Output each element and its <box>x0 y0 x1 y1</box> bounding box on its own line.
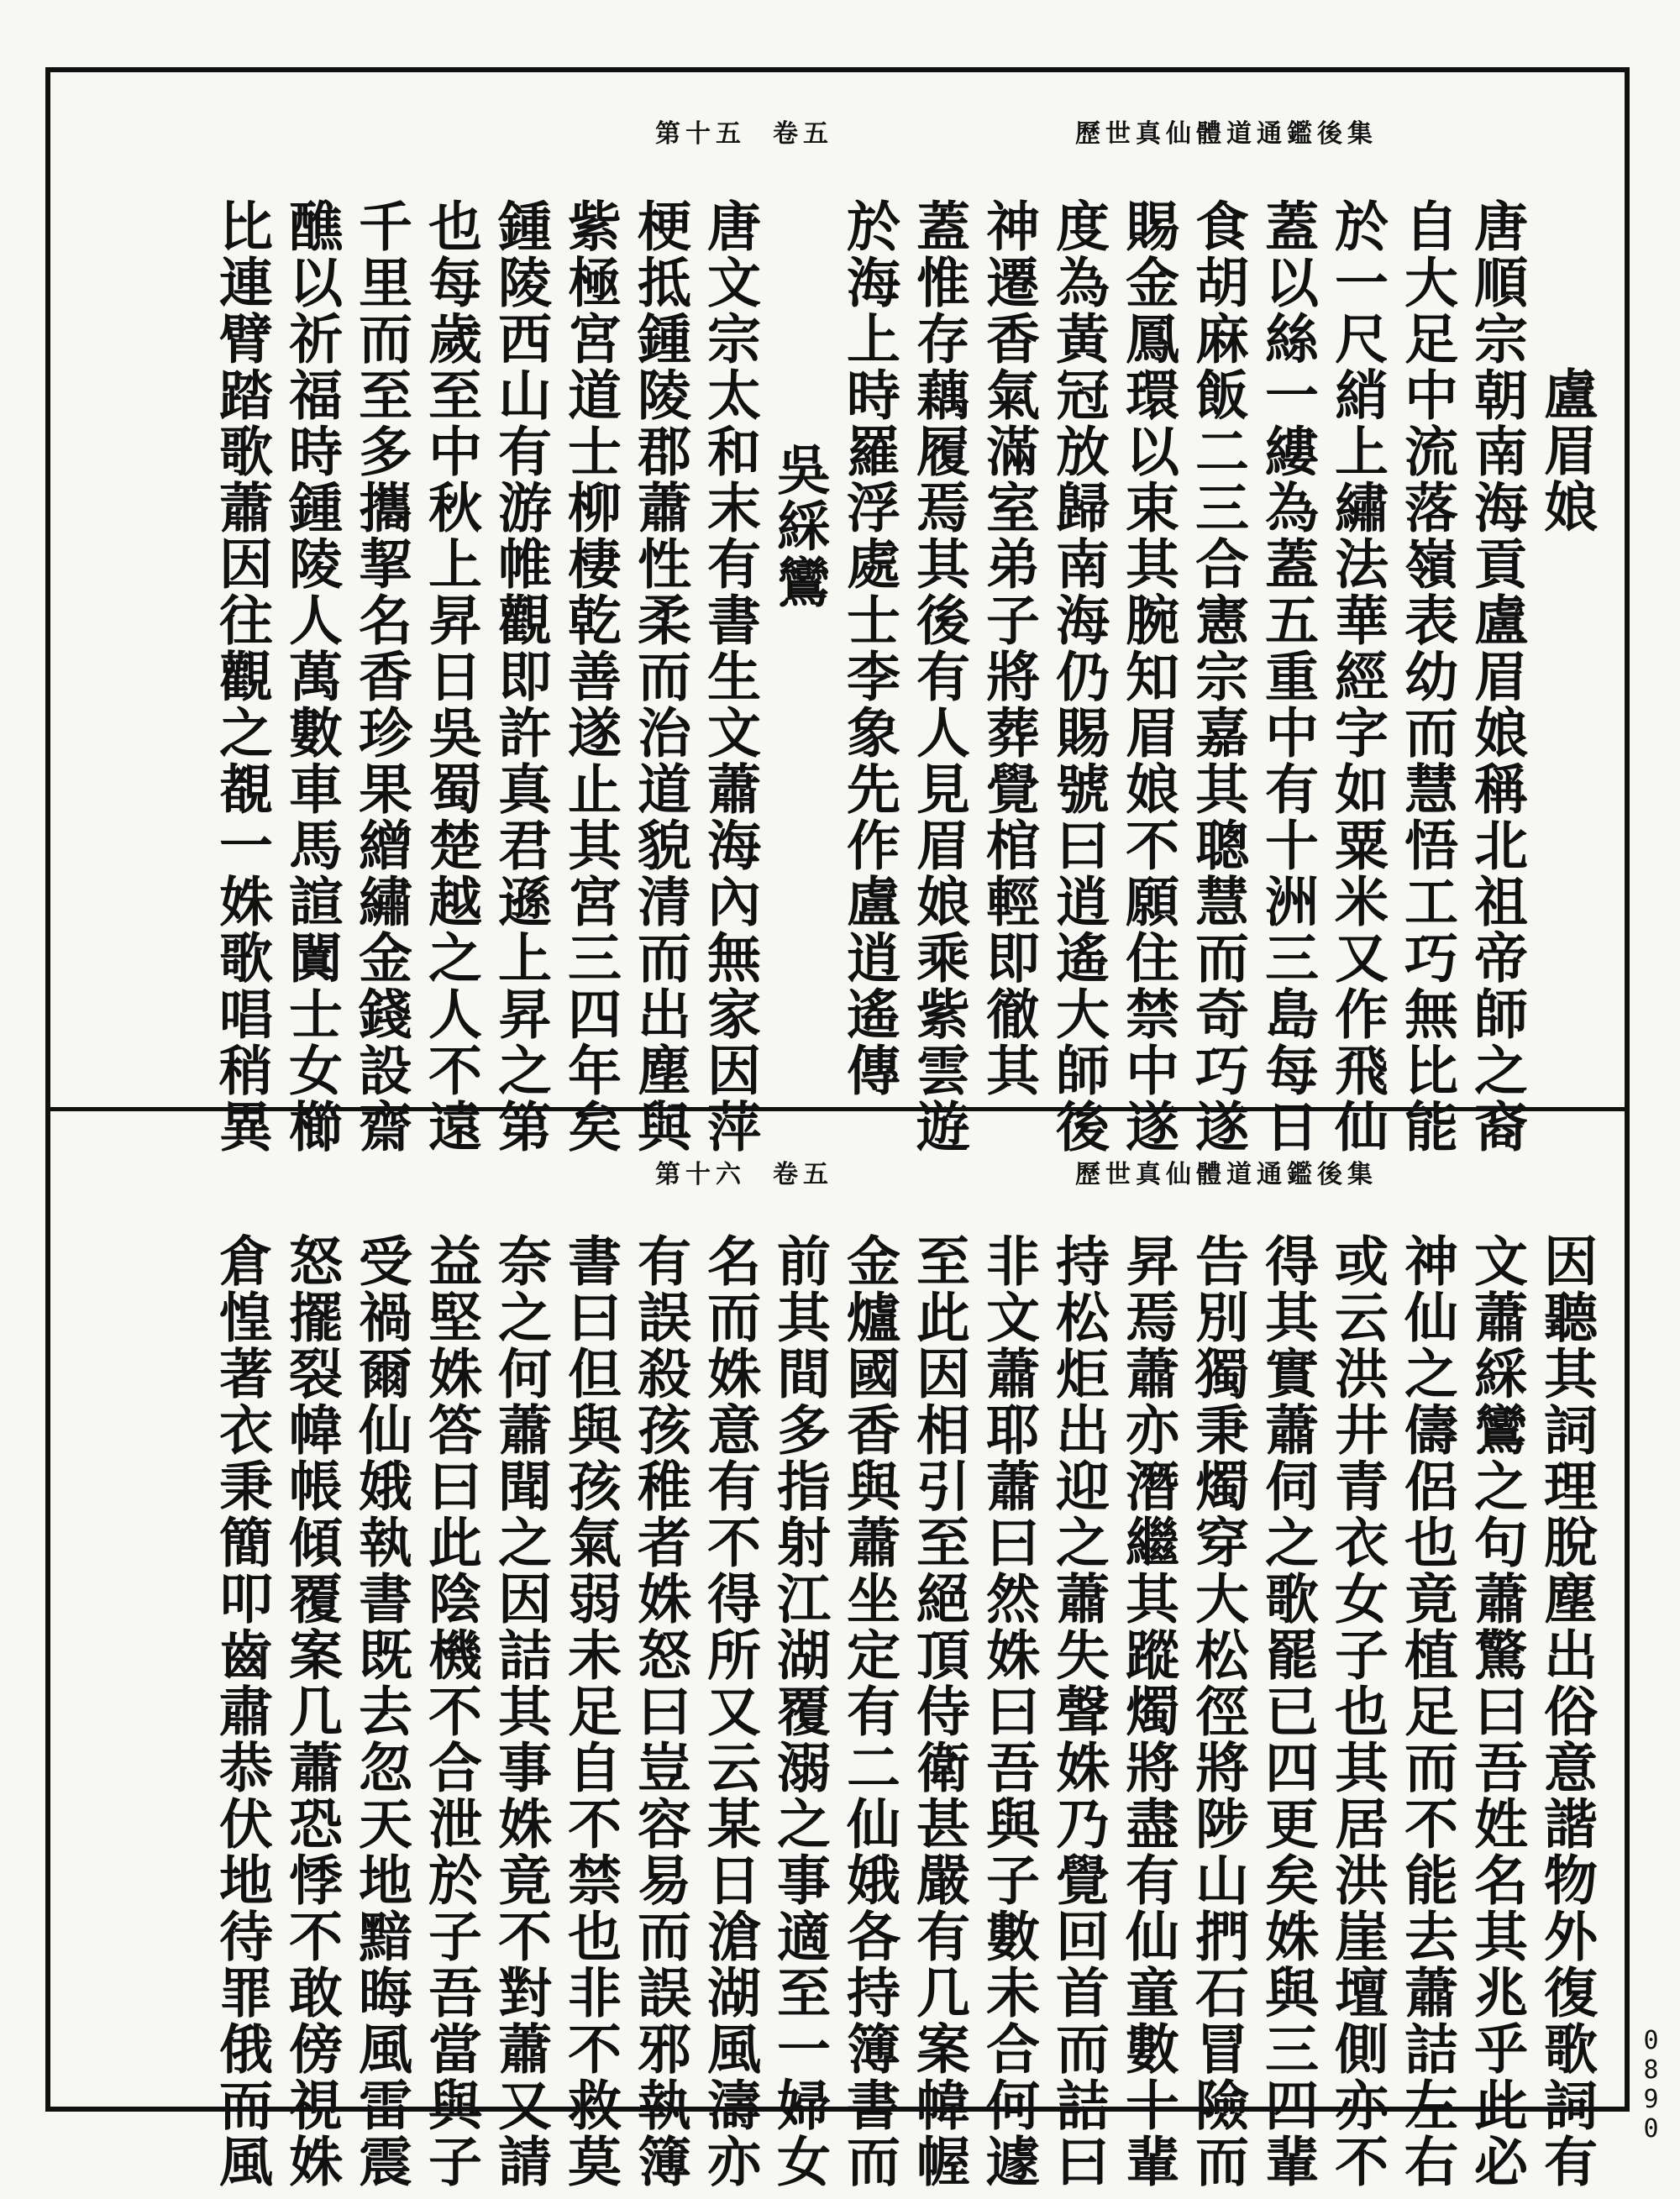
text-column: 或云洪井青衣女子也其居洪崖壇側亦不 <box>1326 1233 1389 2190</box>
text-column: 自大足中流落嶺表幼而慧悟工巧無比能 <box>1395 198 1458 1155</box>
bottom-text-columns <box>89 1233 1601 2190</box>
text-column: 比連臂踏歌蕭因往觀之覩一姝歌唱稍異 <box>210 198 273 1155</box>
page-number: 0890 <box>1636 2026 1666 2144</box>
text-column: 鍾陵西山有游帷觀即許真君遜上昇之第 <box>489 198 552 1155</box>
text-column: 至此因相引至絕頂侍衛甚嚴有几案幃幄 <box>907 1233 970 2190</box>
text-column: 得其實蕭伺之歌罷已四更矣姝與三四輩 <box>1256 1233 1319 2190</box>
text-column: 度為黃冠放歸南海仍賜號曰逍遙大師後 <box>1047 198 1110 1155</box>
bottom-header-juan: 卷五 <box>773 1160 833 1189</box>
text-column: 醮以祈福時鍾陵人萬數車馬諠闐士女櫛 <box>280 198 343 1155</box>
top-page-panel <box>50 72 1625 1155</box>
bottom-page-panel <box>50 1111 1625 2190</box>
text-column: 受禍爾仙娥執書既去忽天地黯晦風雷震 <box>349 1233 412 2190</box>
text-column: 因聽其詞理脫塵出俗意諧物外復歌詞有 <box>1535 1233 1598 2190</box>
text-column: 持松炬出迎之蕭失聲姝乃覺回首而詰曰 <box>1047 1233 1110 2190</box>
top-text-columns <box>89 198 1601 1155</box>
text-column: 名而姝意有不得所又云某日滄湖風濤亦 <box>698 1233 761 2190</box>
title-column: 盧眉娘 <box>1535 366 1598 535</box>
text-column: 昇焉蕭亦潛繼其蹤燭將盡有仙童數十輩 <box>1116 1233 1179 2190</box>
text-column: 益堅姝答曰此陰機不合泄於子吾當與子 <box>419 1233 482 2190</box>
text-column: 紫極宮道士柳棲乾善遂止其宮三四年矣 <box>559 198 622 1155</box>
text-column: 倉惶著衣秉簡叩齒肅恭伏地待罪俄而風 <box>210 1233 273 2190</box>
text-column: 前其間多指射江湖覆溺之事適至一婦女 <box>768 1233 831 2190</box>
bottom-header-leaf: 第十六 <box>655 1160 746 1189</box>
top-header-series: 歷世真仙體道通鑑後集 <box>1075 119 1378 149</box>
bottom-header-series: 歷世真仙體道通鑑後集 <box>1075 1160 1378 1189</box>
top-header-leaf: 第十五 <box>655 119 746 149</box>
text-column: 千里而至多攜挈名香珍果繒繡金錢設齋 <box>349 198 412 1155</box>
text-column: 告別獨秉燭穿大松徑將陟山捫石冒險而 <box>1186 1233 1249 2190</box>
text-column: 蓋惟存藕履焉其後有人見眉娘乘紫雲遊 <box>907 198 970 1155</box>
text-column: 於一尺綃上繡法華經字如粟米又作飛仙 <box>1326 198 1389 1155</box>
text-column: 神仙之儔侶也竟植足而不能去蕭詰左右 <box>1395 1233 1458 2190</box>
text-column: 書曰但與孩氣弱未足自不禁也非不救莫 <box>559 1233 622 2190</box>
bottom-running-header <box>605 1153 1378 1187</box>
text-column: 奈之何蕭聞之因詰其事姝竟不對蕭又請 <box>489 1233 552 2190</box>
text-column: 神遷香氣滿室弟子將葬覺棺輕即徹其 <box>977 198 1040 1099</box>
text-column: 梗抵鍾陵郡蕭性柔而治道貌清而出塵與 <box>628 198 691 1155</box>
text-column: 有誤殺孩稚者姝怒曰豈容易而誤邪執簿 <box>628 1233 691 2190</box>
text-column: 唐文宗太和末有書生文蕭海內無家因萍 <box>698 198 761 1155</box>
top-running-header <box>605 113 1378 149</box>
text-column: 非文蕭耶蕭曰然姝曰吾與子數未合何遽 <box>977 1233 1040 2190</box>
text-column: 唐順宗朝南海貢盧眉娘稱北祖帝師之裔 <box>1465 198 1528 1155</box>
text-column: 也每歲至中秋上昇日吳蜀楚越之人不遠 <box>419 198 482 1155</box>
top-header-juan: 卷五 <box>773 119 833 149</box>
text-column: 金爐國香與蕭坐定有二仙娥各持簿書而 <box>837 1233 900 2190</box>
text-column: 賜金鳳環以束其腕知眉娘不願住禁中遂 <box>1116 198 1179 1155</box>
subtitle-column: 吳綵鸞 <box>768 442 831 611</box>
text-column: 怒擺裂幃帳傾覆案几蕭恐悸不敢傍視姝 <box>280 1233 343 2190</box>
text-column: 於海上時羅浮處士李象先作盧逍遙傳 <box>837 198 900 1099</box>
text-column: 文蕭綵鸞之句蕭驚曰吾姓名其兆乎此必 <box>1465 1233 1528 2190</box>
text-column: 蓋以絲一縷為蓋五重中有十洲三島每日 <box>1256 198 1319 1155</box>
text-column: 食胡麻飯二三合憲宗嘉其聰慧而奇巧遂 <box>1186 198 1249 1155</box>
